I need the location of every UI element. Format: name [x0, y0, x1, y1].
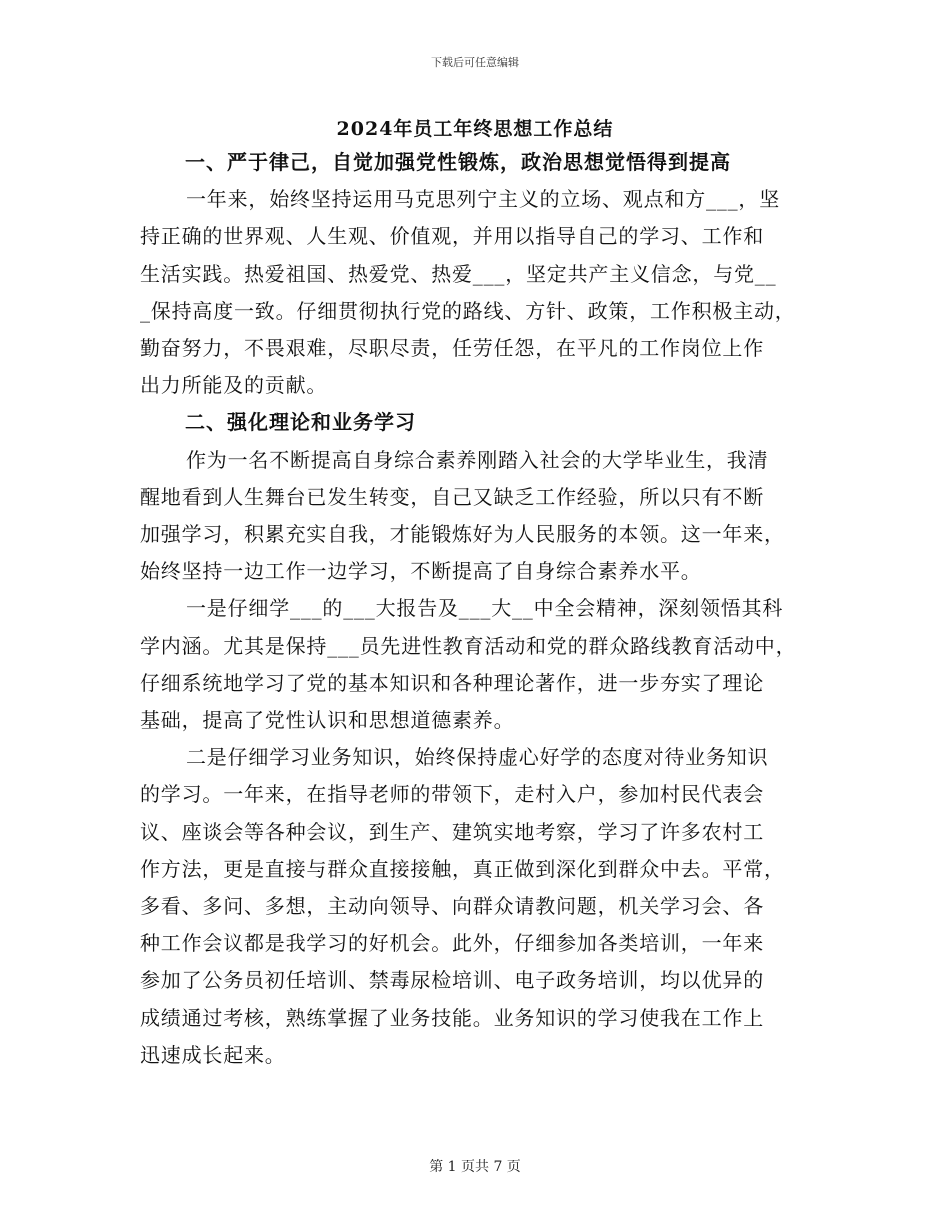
text-line: 作为一名不断提高自身综合素养刚踏入社会的大学毕业生，我清 [186, 447, 769, 472]
paragraph-4 [140, 739, 815, 1074]
text-line: 仔细系统地学习了党的基本知识和各种理论著作，进一步夯实了理论 [140, 670, 764, 695]
text-line: _保持高度一致。仔细贯彻执行党的路线、方针、政策，工作积极主动， [140, 298, 796, 323]
page-footer: 第 1 页共 7 页 [429, 1159, 521, 1175]
text-line: 持正确的世界观、人生观、价值观，并用以指导自己的学习、工作和 [140, 224, 764, 249]
text-line: 二是仔细学习业务知识，始终保持虚心好学的态度对待业务知识 [186, 745, 769, 770]
text-line: 种工作会议都是我学习的好机会。此外，仔细参加各类培训，一年来 [140, 931, 764, 956]
text-line: 醒地看到人生舞台已发生转变，自己又缺乏工作经验，所以只有不断 [140, 484, 764, 509]
text-line: 基础，提高了党性认识和思想道德素养。 [140, 708, 515, 733]
paragraph-1 [140, 181, 815, 404]
text-line: 作方法，更是直接与群众直接接触，真正做到深化到群众中去。平常， [140, 856, 785, 881]
section-heading-2: 二、强化理论和业务学习 [185, 410, 416, 435]
section-heading-1: 一、严于律己，自觉加强党性锻炼，政治思想觉悟得到提高 [185, 150, 731, 174]
text-line: 出力所能及的贡献。 [140, 373, 328, 398]
paragraph-3 [140, 590, 815, 739]
text-line: 生活实践。热爱祖国、热爱党、热爱___，坚定共产主义信念，与党__ [140, 261, 777, 286]
text-line: 的学习。一年来，在指导老师的带领下，走村入户，参加村民代表会 [140, 782, 764, 807]
download-note: 下载后可任意编辑 [431, 56, 519, 69]
text-line: 学内涵。尤其是保持___员先进性教育活动和党的群众路线教育活动中， [140, 633, 797, 658]
text-line: 一年来，始终坚持运用马克思列宁主义的立场、观点和方___，坚 [186, 187, 780, 212]
document-title: 2024年员工年终思想工作总结 [336, 118, 614, 140]
text-line: 成绩通过考核，熟练掌握了业务技能。业务知识的学习使我在工作上 [140, 1005, 764, 1030]
paragraph-2 [140, 442, 815, 591]
text-line: 勤奋努力，不畏艰难，尽职尽责，任劳任怨，在平凡的工作岗位上作 [140, 336, 764, 361]
document-body [140, 144, 815, 1074]
text-line: 议、座谈会等各种会议，到生产、建筑实地考察，学习了许多农村工 [140, 819, 764, 844]
text-line: 一是仔细学___的___大报告及___大__中全会精神，深刻领悟其科 [186, 596, 784, 621]
text-line: 迅速成长起来。 [140, 1042, 286, 1067]
text-line: 多看、多问、多想，主动向领导、向群众请教问题，机关学习会、各 [140, 894, 764, 919]
text-line: 参加了公务员初任培训、禁毒尿检培训、电子政务培训，均以优异的 [140, 968, 764, 993]
text-line: 始终坚持一边工作一边学习，不断提高了自身综合素养水平。 [140, 559, 702, 584]
text-line: 加强学习，积累充实自我，才能锻炼好为人民服务的本领。这一年来， [140, 522, 785, 547]
